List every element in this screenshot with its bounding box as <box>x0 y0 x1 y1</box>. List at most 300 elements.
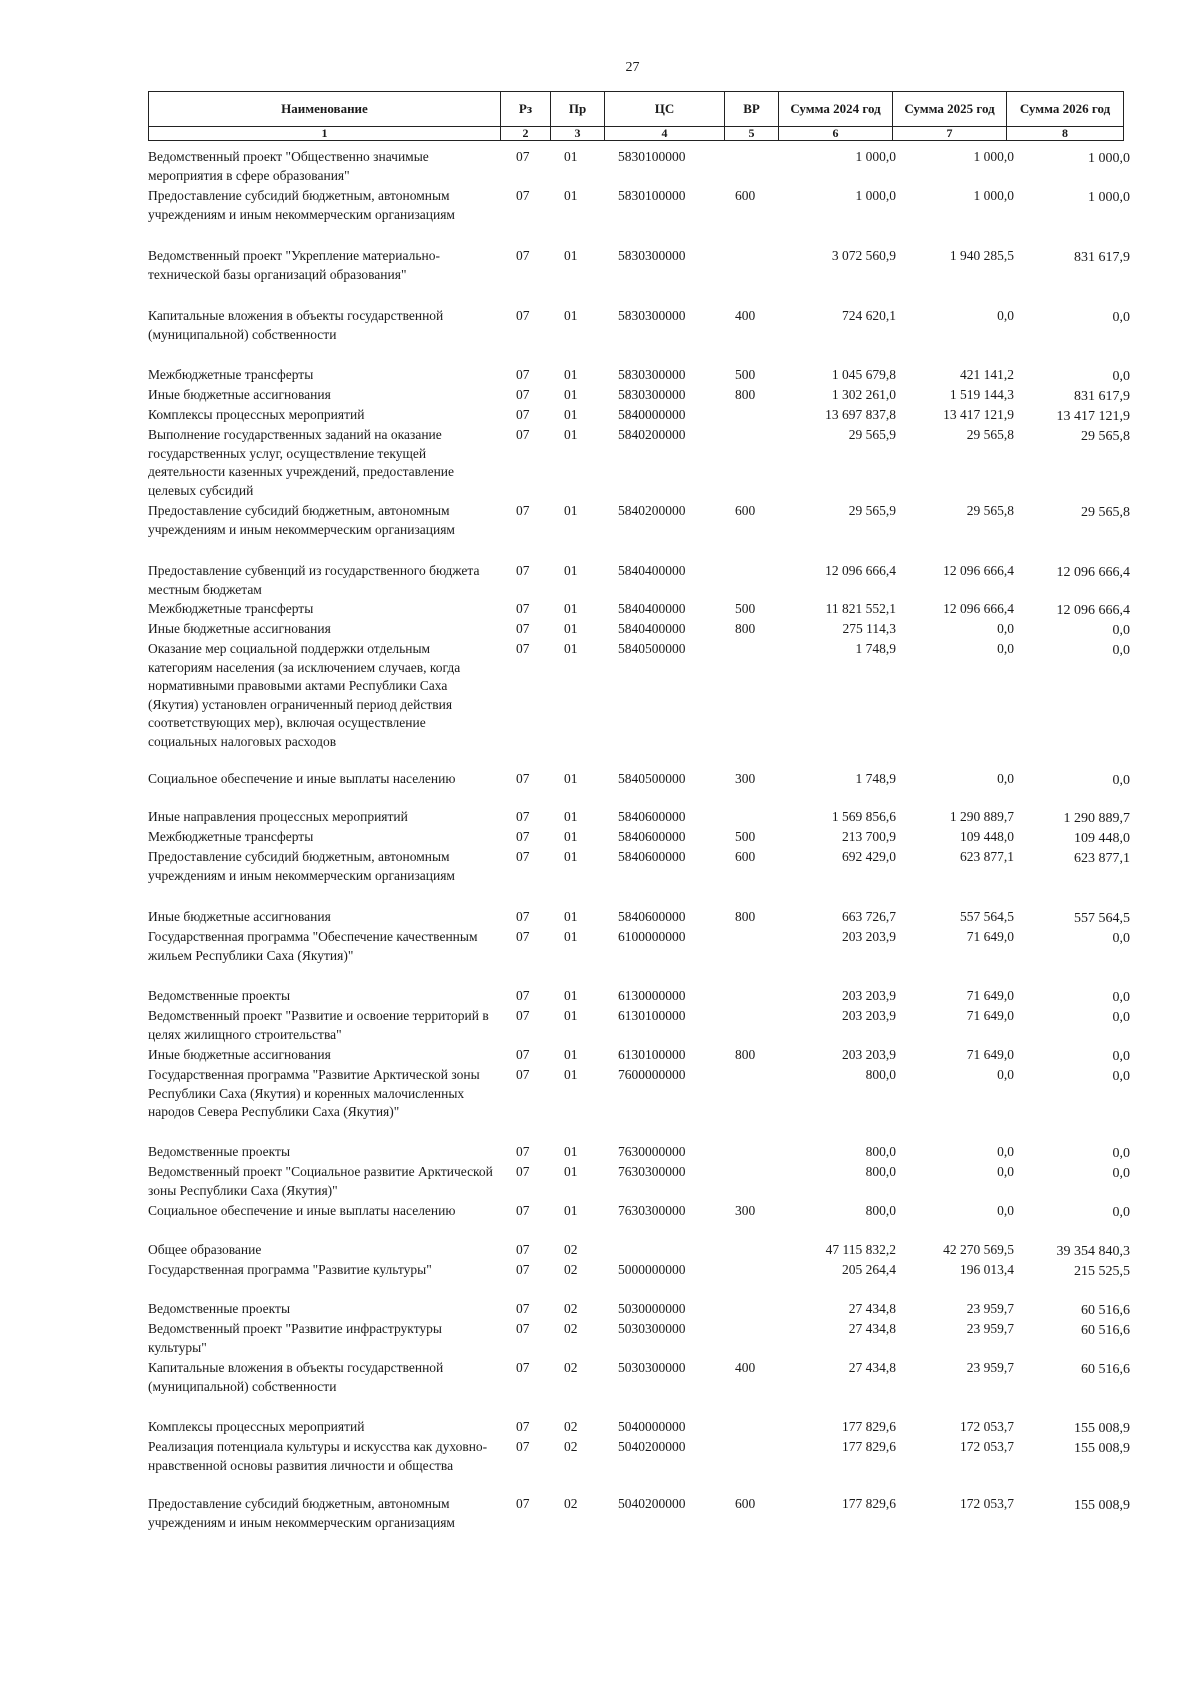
row-sum-2024: 1 748,9 <box>855 771 896 786</box>
row-sum-2024: 203 203,9 <box>842 1047 896 1062</box>
table-row <box>148 600 1130 620</box>
row-pr: 02 <box>564 1301 578 1316</box>
row-sum-2024: 3 072 560,9 <box>831 248 896 263</box>
row-name: Комплексы процессных мероприятий <box>148 407 365 422</box>
row-vr: 800 <box>735 387 756 402</box>
row-name: Реализация потенциала культуры и искусства как духовно-нравственной основы развития личности и общества <box>148 1439 488 1473</box>
row-name: Государственная программа "Развитие культуры" <box>148 1262 432 1277</box>
row-sum-2024: 205 264,4 <box>842 1262 896 1277</box>
row-rz: 07 <box>516 1496 530 1511</box>
table-row <box>148 406 1130 426</box>
table-row <box>148 987 1130 1007</box>
row-sum-2026: 0,0 <box>1112 369 1130 384</box>
row-name: Ведомственные проекты <box>148 988 291 1003</box>
table-row <box>148 770 1130 808</box>
row-sum-2025: 172 053,7 <box>960 1496 1014 1511</box>
row-pr: 01 <box>564 829 578 844</box>
row-cs: 5830300000 <box>618 367 686 382</box>
row-sum-2025: 12 096 666,4 <box>943 563 1014 578</box>
row-vr: 600 <box>735 503 756 518</box>
row-name: Межбюджетные трансферты <box>148 601 314 616</box>
row-cs: 6130000000 <box>618 988 686 1003</box>
row-sum-2025: 0,0 <box>997 1067 1014 1082</box>
row-cs: 6130100000 <box>618 1047 686 1062</box>
row-sum-2025: 71 649,0 <box>966 929 1014 944</box>
row-sum-2024: 29 565,9 <box>848 427 896 442</box>
row-rz: 07 <box>516 188 530 203</box>
table-row <box>148 1241 1130 1261</box>
row-sum-2024: 1 569 856,6 <box>831 809 896 824</box>
row-sum-2024: 1 045 679,8 <box>831 367 896 382</box>
row-sum-2025: 0,0 <box>997 308 1014 323</box>
row-pr: 01 <box>564 427 578 442</box>
row-sum-2026: 0,0 <box>1112 1146 1130 1161</box>
row-name: Предоставление субсидий бюджетным, автономным учреждениям и иным некоммерческим организациям <box>148 188 455 222</box>
table-row <box>148 1066 1130 1143</box>
row-name: Предоставление субвенций из государственного бюджета местным бюджетам <box>148 563 480 597</box>
row-vr: 500 <box>735 367 756 382</box>
row-pr: 01 <box>564 503 578 518</box>
row-sum-2026: 13 417 121,9 <box>1056 409 1130 424</box>
row-pr: 02 <box>564 1439 578 1454</box>
row-cs: 5030300000 <box>618 1321 686 1336</box>
row-rz: 07 <box>516 427 530 442</box>
row-name: Предоставление субсидий бюджетным, автономным учреждениям и иным некоммерческим организациям <box>148 849 455 883</box>
row-pr: 01 <box>564 367 578 382</box>
column-number: 7 <box>893 127 1007 141</box>
row-rz: 07 <box>516 563 530 578</box>
row-cs: 7600000000 <box>618 1067 686 1082</box>
row-name: Капитальные вложения в объекты государственной (муниципальной) собственности <box>148 1360 444 1394</box>
row-sum-2024: 27 434,8 <box>848 1301 896 1316</box>
row-sum-2026: 0,0 <box>1112 643 1130 658</box>
row-rz: 07 <box>516 1439 530 1454</box>
row-rz: 07 <box>516 248 530 263</box>
row-sum-2024: 177 829,6 <box>842 1439 896 1454</box>
table-row <box>148 148 1130 187</box>
header-row <box>149 92 1124 127</box>
row-rz: 07 <box>516 149 530 164</box>
row-sum-2025: 109 448,0 <box>960 829 1014 844</box>
row-name: Капитальные вложения в объекты государственной (муниципальной) собственности <box>148 308 444 342</box>
row-rz: 07 <box>516 1301 530 1316</box>
row-vr: 300 <box>735 771 756 786</box>
row-cs: 5030300000 <box>618 1360 686 1375</box>
row-name: Предоставление субсидий бюджетным, автономным учреждениям и иным некоммерческим организациям <box>148 503 455 537</box>
row-cs: 5840500000 <box>618 771 686 786</box>
table-row <box>148 928 1130 987</box>
row-rz: 07 <box>516 367 530 382</box>
row-sum-2025: 421 141,2 <box>960 367 1014 382</box>
row-cs: 5030000000 <box>618 1301 686 1316</box>
row-cs: 5840000000 <box>618 407 686 422</box>
row-sum-2026: 60 516,6 <box>1081 1362 1130 1377</box>
row-rz: 07 <box>516 601 530 616</box>
table-header <box>148 91 1124 141</box>
row-sum-2024: 213 700,9 <box>842 829 896 844</box>
row-name: Государственная программа "Развитие Арктической зоны Республики Саха (Якутия) и коренных малочисленных народов Севера Республики Саха (Якутия)" <box>148 1067 480 1120</box>
table-row <box>148 1359 1130 1418</box>
row-sum-2024: 47 115 832,2 <box>825 1242 896 1257</box>
table-row <box>148 307 1130 366</box>
row-vr: 500 <box>735 829 756 844</box>
row-rz: 07 <box>516 849 530 864</box>
row-pr: 01 <box>564 849 578 864</box>
row-name: Комплексы процессных мероприятий <box>148 1419 365 1434</box>
row-sum-2024: 177 829,6 <box>842 1419 896 1434</box>
row-sum-2026: 155 008,9 <box>1074 1441 1130 1456</box>
row-sum-2024: 203 203,9 <box>842 1008 896 1023</box>
row-sum-2025: 1 519 144,3 <box>949 387 1014 402</box>
table-row <box>148 1438 1130 1495</box>
row-pr: 02 <box>564 1496 578 1511</box>
row-pr: 01 <box>564 909 578 924</box>
table-row <box>148 848 1130 908</box>
row-sum-2025: 13 417 121,9 <box>943 407 1014 422</box>
row-sum-2026: 60 516,6 <box>1081 1323 1130 1338</box>
row-cs: 5830100000 <box>618 188 686 203</box>
row-rz: 07 <box>516 1164 530 1179</box>
row-sum-2025: 0,0 <box>997 1144 1014 1159</box>
row-rz: 07 <box>516 387 530 402</box>
row-sum-2024: 203 203,9 <box>842 988 896 1003</box>
table-body <box>148 148 1130 1535</box>
column-header-vr: ВР <box>725 92 779 127</box>
row-rz: 07 <box>516 771 530 786</box>
row-sum-2025: 23 959,7 <box>966 1321 1014 1336</box>
column-header-name: Наименование <box>149 92 501 127</box>
row-sum-2025: 1 000,0 <box>973 188 1014 203</box>
row-sum-2025: 42 270 569,5 <box>943 1242 1014 1257</box>
row-cs: 5840400000 <box>618 621 686 636</box>
row-pr: 01 <box>564 1203 578 1218</box>
row-pr: 01 <box>564 308 578 323</box>
row-cs: 5040200000 <box>618 1439 686 1454</box>
row-sum-2024: 12 096 666,4 <box>825 563 896 578</box>
row-cs: 5830300000 <box>618 387 686 402</box>
row-name: Ведомственный проект "Общественно значимые мероприятия в сфере образования" <box>148 149 429 183</box>
row-pr: 01 <box>564 771 578 786</box>
row-vr: 800 <box>735 1047 756 1062</box>
row-sum-2026: 0,0 <box>1112 990 1130 1005</box>
page-number: 27 <box>625 60 640 75</box>
row-cs: 5840600000 <box>618 809 686 824</box>
row-name: Межбюджетные трансферты <box>148 829 314 844</box>
row-cs: 7630300000 <box>618 1203 686 1218</box>
row-pr: 01 <box>564 809 578 824</box>
row-name: Государственная программа "Обеспечение качественным жильем Республики Саха (Якутия)" <box>148 929 478 963</box>
row-sum-2024: 800,0 <box>865 1067 896 1082</box>
row-sum-2026: 155 008,9 <box>1074 1421 1130 1436</box>
column-number: 4 <box>605 127 725 141</box>
table-row <box>148 1046 1130 1066</box>
column-number: 8 <box>1007 127 1124 141</box>
table-row <box>148 1143 1130 1163</box>
row-pr: 01 <box>564 1008 578 1023</box>
row-pr: 02 <box>564 1262 578 1277</box>
row-cs: 5840400000 <box>618 601 686 616</box>
table-row <box>148 1163 1130 1202</box>
column-number: 3 <box>551 127 605 141</box>
table-row <box>148 187 1130 247</box>
row-sum-2026: 1 000,0 <box>1088 151 1130 166</box>
row-cs: 5840600000 <box>618 909 686 924</box>
row-sum-2025: 71 649,0 <box>966 988 1014 1003</box>
row-cs: 5040000000 <box>618 1419 686 1434</box>
row-sum-2025: 0,0 <box>997 621 1014 636</box>
row-cs: 5000000000 <box>618 1262 686 1277</box>
column-number: 2 <box>501 127 551 141</box>
row-pr: 02 <box>564 1321 578 1336</box>
row-pr: 01 <box>564 248 578 263</box>
row-sum-2025: 172 053,7 <box>960 1439 1014 1454</box>
table-row <box>148 828 1130 848</box>
table-row <box>148 366 1130 386</box>
row-cs: 5830300000 <box>618 248 686 263</box>
column-header-sum-2025: Сумма 2025 год <box>893 92 1007 127</box>
table-row <box>148 562 1130 600</box>
row-vr: 800 <box>735 909 756 924</box>
row-sum-2026: 831 617,9 <box>1074 250 1130 265</box>
row-sum-2025: 71 649,0 <box>966 1008 1014 1023</box>
row-rz: 07 <box>516 1419 530 1434</box>
row-cs: 5840200000 <box>618 503 686 518</box>
row-rz: 07 <box>516 1262 530 1277</box>
row-vr: 300 <box>735 1203 756 1218</box>
row-sum-2026: 557 564,5 <box>1074 911 1130 926</box>
table-row <box>148 1300 1130 1320</box>
row-sum-2026: 60 516,6 <box>1081 1303 1130 1318</box>
row-name: Иные бюджетные ассигнования <box>148 909 331 924</box>
table-row <box>148 808 1130 828</box>
row-sum-2024: 1 302 261,0 <box>831 387 896 402</box>
row-cs: 5840500000 <box>618 641 686 656</box>
row-sum-2025: 23 959,7 <box>966 1360 1014 1375</box>
row-sum-2026: 0,0 <box>1112 623 1130 638</box>
row-pr: 01 <box>564 929 578 944</box>
row-rz: 07 <box>516 1067 530 1082</box>
row-rz: 07 <box>516 1008 530 1023</box>
row-name: Ведомственный проект "Развитие и освоение территорий в целях жилищного строительства" <box>148 1008 489 1042</box>
row-sum-2025: 0,0 <box>997 1164 1014 1179</box>
row-name: Ведомственный проект "Развитие инфраструктуры культуры" <box>148 1321 442 1355</box>
row-rz: 07 <box>516 621 530 636</box>
row-pr: 01 <box>564 601 578 616</box>
row-sum-2026: 155 008,9 <box>1074 1498 1130 1513</box>
row-pr: 01 <box>564 1144 578 1159</box>
row-sum-2026: 39 354 840,3 <box>1056 1244 1130 1259</box>
row-rz: 07 <box>516 1144 530 1159</box>
table-row <box>148 620 1130 640</box>
row-sum-2025: 71 649,0 <box>966 1047 1014 1062</box>
row-pr: 01 <box>564 641 578 656</box>
table-row <box>148 908 1130 928</box>
row-cs: 5830100000 <box>618 149 686 164</box>
row-rz: 07 <box>516 809 530 824</box>
row-name: Иные бюджетные ассигнования <box>148 1047 331 1062</box>
row-sum-2026: 0,0 <box>1112 773 1130 788</box>
column-header-rz: Рз <box>501 92 551 127</box>
row-sum-2026: 0,0 <box>1112 1049 1130 1064</box>
row-rz: 07 <box>516 929 530 944</box>
row-sum-2024: 27 434,8 <box>848 1360 896 1375</box>
row-sum-2024: 27 434,8 <box>848 1321 896 1336</box>
row-pr: 02 <box>564 1360 578 1375</box>
table-row <box>148 1007 1130 1046</box>
row-pr: 01 <box>564 387 578 402</box>
row-name: Ведомственные проекты <box>148 1144 291 1159</box>
column-number: 6 <box>779 127 893 141</box>
row-sum-2025: 0,0 <box>997 641 1014 656</box>
row-pr: 01 <box>564 1067 578 1082</box>
row-rz: 07 <box>516 407 530 422</box>
row-cs: 5830300000 <box>618 308 686 323</box>
table-row <box>148 1202 1130 1241</box>
row-sum-2024: 692 429,0 <box>842 849 896 864</box>
table-row <box>148 640 1130 770</box>
row-sum-2024: 203 203,9 <box>842 929 896 944</box>
row-sum-2025: 0,0 <box>997 771 1014 786</box>
row-rz: 07 <box>516 308 530 323</box>
row-sum-2026: 0,0 <box>1112 1010 1130 1025</box>
row-cs: 5840600000 <box>618 829 686 844</box>
row-sum-2026: 29 565,8 <box>1081 429 1130 444</box>
column-header-sum-2026: Сумма 2026 год <box>1007 92 1124 127</box>
row-name: Общее образование <box>148 1242 262 1257</box>
table-row <box>148 1495 1130 1535</box>
row-sum-2026: 1 000,0 <box>1088 190 1130 205</box>
column-header-cs: ЦС <box>605 92 725 127</box>
row-cs: 5840600000 <box>618 849 686 864</box>
row-cs: 5040200000 <box>618 1496 686 1511</box>
row-pr: 01 <box>564 1047 578 1062</box>
row-rz: 07 <box>516 1360 530 1375</box>
row-sum-2025: 29 565,8 <box>966 503 1014 518</box>
row-sum-2024: 663 726,7 <box>842 909 896 924</box>
row-pr: 01 <box>564 988 578 1003</box>
row-sum-2026: 0,0 <box>1112 1205 1130 1220</box>
row-name: Социальное обеспечение и иные выплаты населению <box>148 1203 456 1218</box>
row-sum-2026: 0,0 <box>1112 310 1130 325</box>
row-rz: 07 <box>516 1203 530 1218</box>
row-sum-2024: 800,0 <box>865 1144 896 1159</box>
row-rz: 07 <box>516 829 530 844</box>
row-name: Межбюджетные трансферты <box>148 367 314 382</box>
row-cs: 7630300000 <box>618 1164 686 1179</box>
row-pr: 01 <box>564 407 578 422</box>
row-sum-2024: 275 114,3 <box>842 621 896 636</box>
table-row <box>148 502 1130 562</box>
row-pr: 01 <box>564 149 578 164</box>
row-sum-2024: 1 000,0 <box>855 149 896 164</box>
row-sum-2024: 1 000,0 <box>855 188 896 203</box>
row-sum-2024: 13 697 837,8 <box>825 407 896 422</box>
row-name: Ведомственный проект "Укрепление материально-технической базы организаций образования" <box>148 248 440 282</box>
row-pr: 01 <box>564 1164 578 1179</box>
row-pr: 02 <box>564 1419 578 1434</box>
column-number: 5 <box>725 127 779 141</box>
row-name: Выполнение государственных заданий на оказание государственных услуг, осуществление текущей деятельности казенных учреждений, предоставление целевых субсидий <box>148 427 455 498</box>
row-sum-2025: 29 565,8 <box>966 427 1014 442</box>
row-rz: 07 <box>516 641 530 656</box>
row-sum-2026: 0,0 <box>1112 931 1130 946</box>
row-sum-2026: 12 096 666,4 <box>1056 603 1130 618</box>
row-sum-2026: 831 617,9 <box>1074 389 1130 404</box>
row-pr: 01 <box>564 563 578 578</box>
table-row <box>148 1320 1130 1359</box>
row-sum-2025: 23 959,7 <box>966 1301 1014 1316</box>
row-sum-2026: 109 448,0 <box>1074 831 1130 846</box>
row-sum-2024: 29 565,9 <box>848 503 896 518</box>
row-sum-2026: 215 525,5 <box>1074 1264 1130 1279</box>
row-sum-2024: 177 829,6 <box>842 1496 896 1511</box>
row-sum-2026: 0,0 <box>1112 1166 1130 1181</box>
column-header-pr: Пр <box>551 92 605 127</box>
row-cs: 5840200000 <box>618 427 686 442</box>
row-sum-2026: 0,0 <box>1112 1069 1130 1084</box>
row-vr: 800 <box>735 621 756 636</box>
row-name: Социальное обеспечение и иные выплаты населению <box>148 771 456 786</box>
row-sum-2025: 1 000,0 <box>973 149 1014 164</box>
row-vr: 600 <box>735 1496 756 1511</box>
table-row <box>148 247 1130 307</box>
row-sum-2024: 800,0 <box>865 1164 896 1179</box>
row-sum-2025: 557 564,5 <box>960 909 1014 924</box>
row-rz: 07 <box>516 1047 530 1062</box>
column-number: 1 <box>149 127 501 141</box>
row-pr: 01 <box>564 621 578 636</box>
row-sum-2025: 12 096 666,4 <box>943 601 1014 616</box>
row-sum-2025: 1 940 285,5 <box>949 248 1014 263</box>
row-sum-2025: 196 013,4 <box>960 1262 1014 1277</box>
row-sum-2025: 172 053,7 <box>960 1419 1014 1434</box>
row-cs: 6100000000 <box>618 929 686 944</box>
row-sum-2024: 724 620,1 <box>842 308 896 323</box>
row-name: Иные бюджетные ассигнования <box>148 621 331 636</box>
row-sum-2026: 623 877,1 <box>1074 851 1130 866</box>
row-name: Иные бюджетные ассигнования <box>148 387 331 402</box>
row-sum-2024: 11 821 552,1 <box>825 601 896 616</box>
row-sum-2024: 1 748,9 <box>855 641 896 656</box>
row-name: Ведомственные проекты <box>148 1301 291 1316</box>
column-header-sum-2024: Сумма 2024 год <box>779 92 893 127</box>
row-vr: 400 <box>735 1360 756 1375</box>
table-row <box>148 386 1130 406</box>
row-sum-2026: 1 290 889,7 <box>1063 811 1130 826</box>
row-sum-2026: 12 096 666,4 <box>1056 565 1130 580</box>
row-cs: 5840400000 <box>618 563 686 578</box>
row-name: Оказание мер социальной поддержки отдельным категориям населения (за исключением случаев, когда нормативными правовыми актами Республики Саха (Якутия) установлен ограниченный период действия соответствующих мер), включая осуществление социальных налоговых расходов <box>148 641 461 749</box>
row-rz: 07 <box>516 988 530 1003</box>
row-name: Иные направления процессных мероприятий <box>148 809 408 824</box>
table-row <box>148 426 1130 502</box>
row-vr: 400 <box>735 308 756 323</box>
column-number-row <box>149 127 1124 141</box>
row-cs: 6130100000 <box>618 1008 686 1023</box>
row-pr: 02 <box>564 1242 578 1257</box>
row-pr: 01 <box>564 188 578 203</box>
row-sum-2026: 29 565,8 <box>1081 505 1130 520</box>
row-rz: 07 <box>516 1321 530 1336</box>
row-sum-2025: 0,0 <box>997 1203 1014 1218</box>
row-vr: 600 <box>735 849 756 864</box>
row-cs: 7630000000 <box>618 1144 686 1159</box>
row-sum-2025: 1 290 889,7 <box>949 809 1014 824</box>
row-sum-2025: 623 877,1 <box>960 849 1014 864</box>
row-name: Ведомственный проект "Социальное развитие Арктической зоны Республики Саха (Якутия)" <box>148 1164 493 1198</box>
row-vr: 500 <box>735 601 756 616</box>
table-row <box>148 1418 1130 1438</box>
